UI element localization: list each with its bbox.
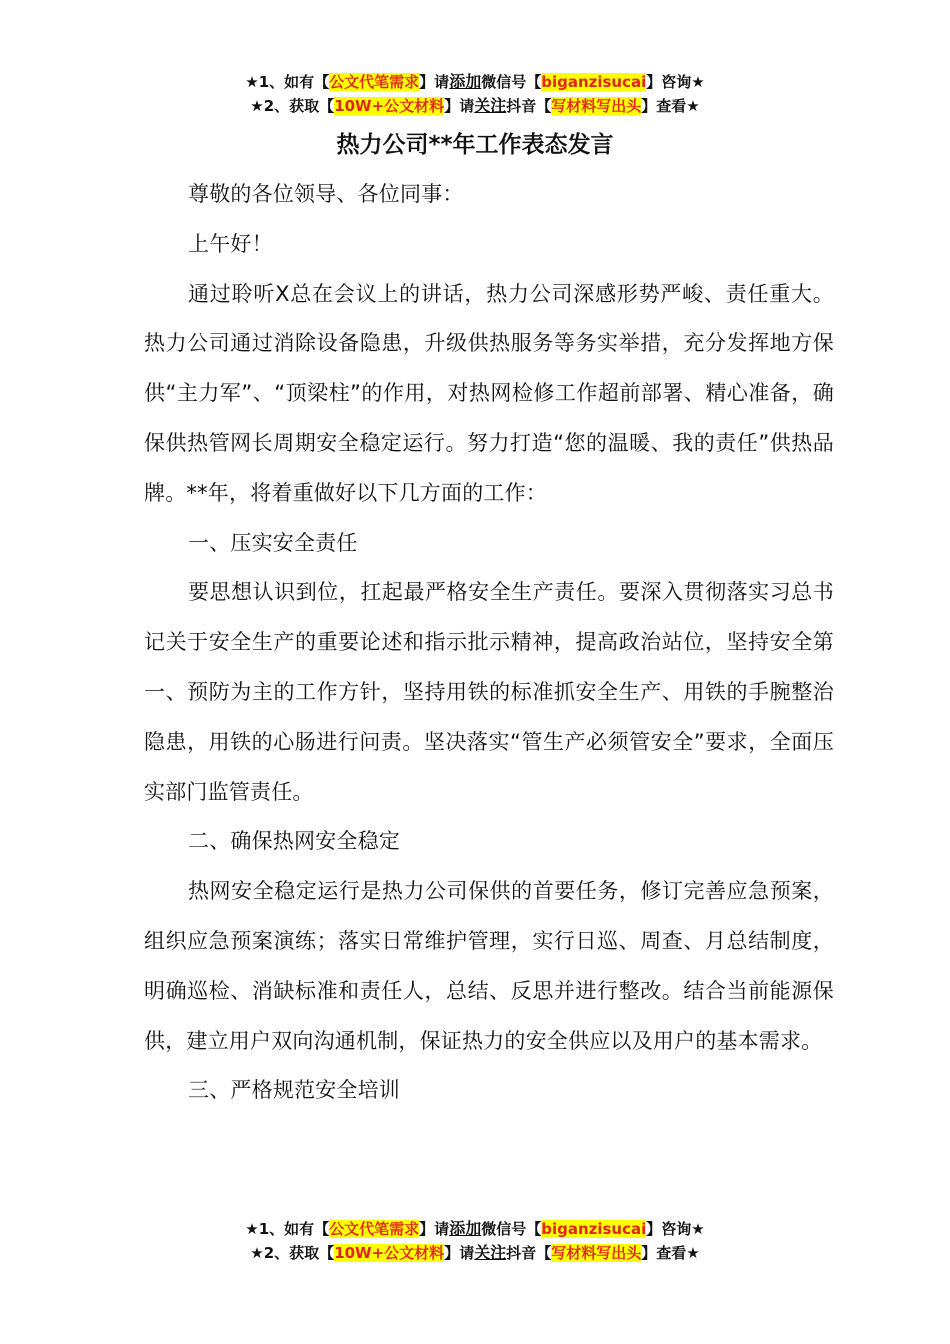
banner-line-1 [0, 70, 950, 94]
banner-text: 】查看★ [641, 1244, 700, 1262]
banner-highlight: 公文代笔需求 [329, 73, 420, 91]
banner-line-2 [0, 1241, 950, 1265]
banner-text: 】请 [419, 73, 450, 91]
section-heading-3: 三、严格规范安全培训 [188, 1078, 400, 1103]
banner-text: 】请 [444, 1244, 475, 1262]
banner-text: ★1、如有【 [245, 1220, 330, 1238]
banner-line-1 [0, 1217, 950, 1241]
banner-text: 抖音【 [506, 1244, 552, 1262]
banner-line-2 [0, 94, 950, 118]
section-heading-2: 二、确保热网安全稳定 [188, 829, 400, 854]
banner-text: ★2、获取【 [250, 97, 335, 115]
section-paragraph-1: 要思想认识到位，扛起最严格安全生产责任。要深入贯彻落实习总书记关于安全生产的重要论述和指示批示精神，提高政治站位，坚持安全第一、预防为主的工作方针，坚持用铁的标准抓安全生产、用铁的手腕整治隐患，用铁的心肠进行问责。坚决落实“管生产必须管安全”要求，全面压实部门监管责任。 [144, 580, 834, 804]
document-title: 热力公司**年工作表态发言 [336, 132, 614, 158]
banner-text: ★1、如有【 [245, 73, 330, 91]
banner-highlight: 公文代笔需求 [329, 1220, 420, 1238]
banner-text: 】咨询★ [646, 1220, 705, 1238]
footer-banner [0, 1217, 950, 1265]
banner-highlight: biganzisucai [541, 73, 647, 91]
banner-highlight: 写材料写出头 [551, 97, 642, 115]
banner-emphasis: 添加 [449, 72, 482, 91]
banner-emphasis: 关注 [474, 96, 507, 115]
intro-paragraph: 通过聆听X总在会议上的讲话，热力公司深感形势严峻、责任重大。热力公司通过消除设备隐患，升级供热服务等务实举措，充分发挥地方保供“主力军”、“顶梁柱”的作用，对热网检修工作超前部署、精心准备，确保供热管网长周期安全稳定运行。努力打造“您的温暖、我的责任”供热品牌。**年，将着重做好以下几方面的工作： [144, 281, 834, 505]
banner-text: 微信号【 [481, 73, 542, 91]
salutation: 尊敬的各位领导、各位同事： [188, 182, 464, 206]
greeting: 上午好！ [188, 231, 273, 256]
banner-text: 微信号【 [481, 1220, 542, 1238]
banner-highlight: biganzisucai [541, 1220, 647, 1238]
banner-emphasis: 关注 [474, 1243, 507, 1262]
banner-text: 】咨询★ [646, 73, 705, 91]
banner-highlight: 10W+公文材料 [334, 1244, 445, 1262]
banner-emphasis: 添加 [449, 1219, 482, 1238]
banner-text: 】查看★ [641, 97, 700, 115]
document-body [144, 170, 834, 1116]
section-heading-1: 一、压实安全责任 [188, 530, 358, 555]
section-paragraph-2: 热网安全稳定运行是热力公司保供的首要任务，修订完善应急预案，组织应急预案演练；落实日常维护管理，实行日巡、周查、月总结制度，明确巡检、消缺标准和责任人，总结、反思并进行整改。结合当前能源保供，建立用户双向沟通机制，保证热力的安全供应以及用户的基本需求。 [144, 879, 834, 1053]
banner-text: 】请 [444, 97, 475, 115]
banner-highlight: 写材料写出头 [551, 1244, 642, 1262]
banner-highlight: 10W+公文材料 [334, 97, 445, 115]
banner-text: 抖音【 [506, 97, 552, 115]
header-banner [0, 70, 950, 118]
banner-text: ★2、获取【 [250, 1244, 335, 1262]
banner-text: 】请 [419, 1220, 450, 1238]
